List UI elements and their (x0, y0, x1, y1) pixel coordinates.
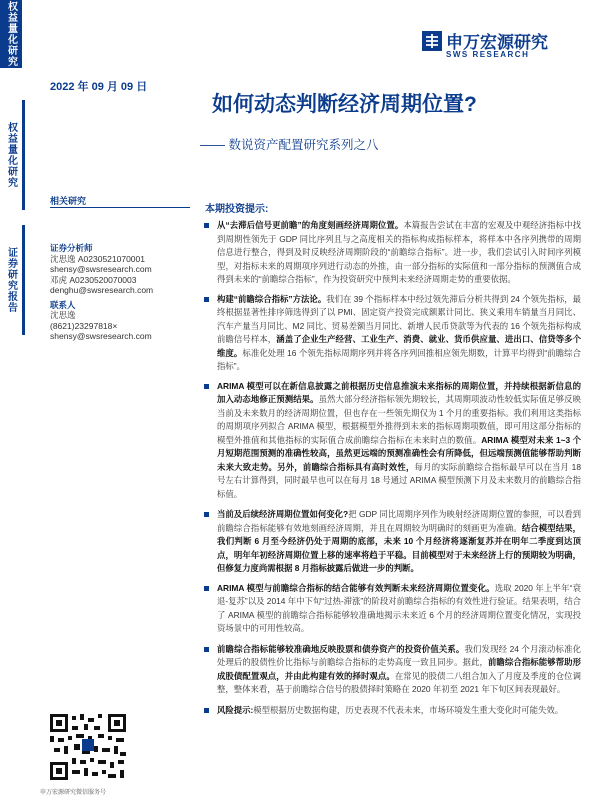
highlight-bullet (203, 643, 581, 697)
highlight-bullet (203, 704, 581, 718)
bullet-text: 模型根据历史数据构建，历史表现不代表未来，市场环境发生重大变化时可能失效。 (253, 704, 564, 715)
summary-heading: 本期投资提示: (205, 204, 269, 215)
bullet-key-text: 前瞻综合指标能够较准确地反映股票和债券资产的投资价值关系。 (217, 643, 465, 654)
report-subtitle: —— 数说资产配置研究系列之八 (200, 138, 379, 152)
highlight-bullet (203, 219, 581, 287)
bullet-text: 选取 2020 年上半年“衰退-复苏”以及 2014 年中下旬“过热-滞涨”的阶段对前瞻综合指标的有效性进行验证。结果表明，结合了 ARIMA 模型的前瞻综合指标能够较准确地揭示未来近 6 个月的经济周期位置变化情况，实现投资场景中的可用性较高。 (217, 582, 581, 633)
bullet-key-text: 前瞻综合指标能够帮助形成股债配置观点，并由此构建有效的择时观点。 (217, 657, 582, 681)
logo-mark-icon (422, 31, 442, 51)
bullet-key-text: ARIMA 模型可以在新信息披露之前根据历史信息推演未来指标的周期位置，并持续根据新信息的加入动态地修正预测结果。 (217, 380, 581, 404)
analyst-info (50, 243, 195, 342)
qr-caption: 申万宏源研究微信服务号 (40, 790, 107, 796)
bullet-key-text: 构建“前瞻综合指标”方法论。 (217, 293, 327, 304)
bullet-key-text: 结合模型结果，我们判断 6 月至今经济仍处于周期的底部，未来 10 个月经济将逐渐复苏并在明年二季度到达顶点，明年年初经济周期位置上移的速率将趋于平稳。目前模型对于未来经济上行的预期较为明确，但修复力度尚需根据 8 月指标披露后做进一步的判断。 (217, 522, 582, 573)
highlight-bullet (203, 380, 581, 502)
contact-line: 沈思逸 (50, 310, 76, 320)
bullet-key-text: 风险提示: (217, 704, 254, 715)
bullet-text: 在常见的股债二八组合加入了月度及季度的仓位调整，整体来看，基于前瞻综合信号的股债择时策略在 2020 年初至 2021 年下旬区间表现最好。 (217, 670, 581, 694)
analyst-line: denghu@swsresearch.com (50, 285, 154, 295)
sidebar-tab-securities-report (0, 225, 25, 335)
bullet-key-text: 从“去滞后信号更前瞻”的角度刻画经济周期位置。 (217, 220, 404, 230)
bullet-text: 我们在 39 个指标样本中经过领先滞后分析共得到 24 个领先指标，最终根据显著性排序筛选得到了以 PMI、固定资产投资完成额累计同比、狭义乘用车销量当月同比、汽车产量当月同比、M2 同比、贸易差额当月同比、新增人民币贷款等为代表的 16 个领先指标构成前瞻信号样本， (217, 293, 582, 344)
bullet-text: 把 GDP 同比周期序列作为映射经济周期位置的参照，可以看到前瞻综合指标能够有效地刻画经济周期，并且在周期较为明确时的刻画更为准确。 (217, 509, 581, 533)
bullet-text: 我们发现经 24 个月滚动标准化处理后的股债性价比指标与前瞻综合指标的走势高度一致且同步。据此， (217, 643, 581, 667)
related-research-heading: 相关研究 (50, 196, 87, 206)
bullet-text: 每月的实际前瞻综合指标最早可以在当月 18 号左右计算得到，同时最早也可以在每月 18 号通过 ARIMA 模型预测下月及未来数月的前瞻综合指标值。 (217, 461, 581, 499)
highlight-bullet (203, 508, 581, 576)
bullet-key-text: 当前及后续经济周期位置如何变化? (217, 509, 349, 519)
analyst-line: shensy@swsresearch.com (50, 264, 152, 274)
report-title: 如何动态判断经济周期位置? (212, 93, 477, 116)
report-date: 2022 年 09 月 09 日 (50, 81, 148, 93)
sidebar-tab-equity-quant (0, 100, 25, 210)
contact-line: shensy@swsresearch.com (50, 331, 152, 341)
bullet-text: 标准化处理 16 个领先指标周期序列并将各序列回推相应领先期数，计算平均得到“前瞻综合指标”。 (217, 347, 582, 371)
divider (50, 207, 190, 208)
bullet-text: 虽然大部分经济指标领先期较长，其周期项波动性较低实际值足够反映当前及未来数月的经济周期位置，但也存在一些领先期仅为 1 个月的重要指标。我们利用这类指标的周期项序列拟合 ARIMA 模型，根据模型外推得到未来的指标周期项数值，即可用这部分指标的模型外推值和其他指标的实际值合成前瞻综合指标在未来时点的数值。 (217, 394, 581, 445)
company-logo (422, 28, 572, 68)
sidebar-tab-label: 证券研究报告 (5, 247, 17, 313)
sidebar-category-label: 权益量化研究 (5, 1, 17, 67)
bullet-key-text: 涵盖了企业生产经营、工业生产、消费、就业、货币供应量、进出口、信贷等多个维度。 (217, 334, 582, 358)
sidebar-category-band (0, 0, 22, 68)
investment-highlights-list (203, 219, 581, 717)
logo-text-cn: 申万宏源研究 (446, 33, 548, 52)
analyst-line: 邓虎 A0230520070003 (50, 274, 137, 285)
sidebar-tab-label: 权益量化研究 (5, 122, 17, 188)
contact-line: (8621)23297818× (50, 320, 118, 331)
bullet-text: 本篇报告尝试在丰富的宏观及中观经济指标中找到周期性领先于 GDP 同比序列且与之高度相关的指标构成指标样本，将样本中各序列携带的周期信息进行整合，得到及时反映经济周期阶段的“前瞻综合指标”。进一步，我们尝试引入时间序列模型，对指标未来的周期项序列进行动态的外推，由一部分指标的实际值和一部分指标的预测值合成得到未来的“前瞻综合指标”，作为投资研究中预判未来经济周期走势的重要依据。 (217, 220, 582, 284)
bullet-key-text: ARIMA 模型与前瞻综合指标的结合能够有效判断未来经济周期位置变化。 (217, 582, 495, 593)
contact-header: 联系人 (50, 299, 76, 310)
highlight-bullet (203, 293, 581, 374)
analyst-header: 证券分析师 (50, 243, 93, 253)
bullet-key-text: ARIMA 模型对未来 1~3 个月短期范围预测的准确性较高，虽然更远端的预测准确性会有所降低，但远端预测值能够帮助判断未来大致走势。另外，前瞻综合指标具有高时效性， (217, 434, 581, 472)
analyst-line: 沈思逸 A0230521070001 (50, 253, 145, 264)
highlight-bullet (203, 582, 581, 636)
qr-code-icon (48, 712, 128, 782)
logo-text-en: SWS RESEARCH (446, 50, 530, 59)
